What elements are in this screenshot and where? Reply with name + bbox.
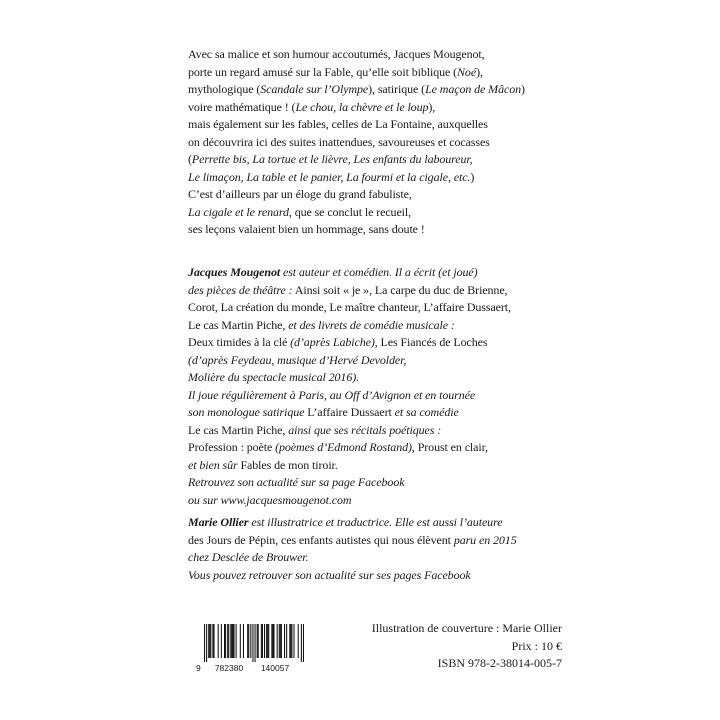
- barcode-bar: [261, 624, 262, 658]
- illustrator-text: Marie Ollier: [188, 515, 249, 529]
- credits-block: [372, 620, 562, 673]
- intro-text: Le chou, la chèvre et le loup: [295, 99, 429, 114]
- barcode-bar: [281, 624, 282, 658]
- barcode-bar: [271, 624, 272, 658]
- barcode-bar: [221, 624, 222, 658]
- intro-text: on découvrira ici des suites inattendues, savoureuses et cocasses: [188, 134, 490, 149]
- cover-illustration-credit: Illustration de couverture : Marie Ollier: [371, 621, 562, 635]
- author-line: [188, 299, 511, 317]
- intro-line: [188, 64, 525, 82]
- isbn: ISBN 978-2-38014-005-7: [437, 656, 562, 670]
- intro-line: [188, 169, 525, 187]
- author-text: (d’après Labiche): [290, 335, 375, 349]
- barcode-bars: [204, 624, 304, 662]
- intro-text: Scandale sur l’Olympe: [260, 82, 369, 96]
- barcode-bar: [301, 624, 302, 662]
- author-text: et des livrets de comédie musicale :: [288, 317, 455, 332]
- intro-line: [188, 134, 525, 152]
- author-text: est auteur et comédien. Il a écrit (et joué): [280, 265, 478, 279]
- author-text: Le cas Martin Piche,: [188, 422, 289, 437]
- barcode-bar: [280, 624, 281, 658]
- author-text: , Proust en clair,: [411, 440, 488, 454]
- barcode-bar: [208, 624, 209, 658]
- author-line: [188, 387, 511, 405]
- barcode-bar: [243, 624, 244, 658]
- barcode-bar: [236, 624, 237, 658]
- author-text: L’affaire Dussaert: [307, 405, 392, 419]
- barcode-bar: [284, 624, 285, 658]
- barcode-bar: [286, 624, 287, 658]
- author-text: et bien sûr: [188, 457, 241, 472]
- author-line: [188, 352, 511, 370]
- intro-text: Perrette bis, La tortue et le lièvre, Les enfants du laboureur,: [191, 152, 473, 166]
- barcode-bar: [233, 624, 234, 658]
- barcode-digits: [196, 663, 306, 673]
- intro-line: [188, 186, 525, 204]
- barcode-bar: [298, 624, 299, 658]
- illustrator-text: paru en 2015: [453, 532, 517, 547]
- intro-text: Le limaçon, La table et le panier, La fourmi et la cigale, etc.: [188, 169, 471, 184]
- intro-text: , que se conclut le recueil,: [288, 204, 412, 219]
- barcode-bar: [225, 624, 226, 658]
- barcode-bar: [264, 624, 265, 658]
- barcode-bar: [230, 624, 231, 658]
- illustrator-text: Vous pouvez retrouver son actualité sur ses pages Facebook: [188, 567, 471, 582]
- barcode-bar: [213, 624, 214, 658]
- barcode-bar: [232, 624, 233, 658]
- barcode-bar: [218, 624, 219, 658]
- intro-text: voire mathématique ! (: [188, 99, 296, 114]
- illustrator-line: [188, 532, 517, 550]
- intro-text: ),: [428, 99, 436, 114]
- author-text: Molière du spectacle musical 2016).: [188, 370, 360, 384]
- intro-line: [188, 99, 525, 117]
- barcode-bar: [267, 624, 268, 658]
- illustrator-text: des Jours de Pépin, ces enfants autistes qui nous élèvent: [188, 532, 454, 547]
- intro-text: C’est d’ailleurs par un éloge du grand fabuliste,: [188, 187, 412, 201]
- barcode-digit-first: 9: [196, 663, 201, 673]
- barcode-bar: [273, 624, 274, 658]
- illustrator-line: [188, 514, 517, 532]
- author-line: [188, 439, 511, 457]
- intro-line: [188, 151, 525, 169]
- barcode-bar: [210, 624, 211, 658]
- barcode-bar: [289, 624, 290, 658]
- author-text: Fables de mon tiroir.: [240, 457, 338, 472]
- author-line: [188, 282, 511, 300]
- author-text: Corot, La création du monde, Le maître chanteur, L’affaire Dussaert,: [188, 300, 511, 314]
- intro-text: mais également sur les fables, celles de La Fontaine, auxquelles: [188, 117, 488, 131]
- price: Prix : 10 €: [511, 638, 562, 653]
- author-text: Ainsi soit « je », La carpe du duc de Brienne,: [292, 282, 508, 297]
- author-line: [188, 317, 511, 335]
- barcode-bar: [248, 624, 249, 658]
- barcode-bar: [272, 624, 273, 658]
- barcode-bar: [258, 624, 259, 658]
- barcode-bar: [206, 624, 207, 662]
- barcode-bar: [266, 624, 267, 658]
- intro-line: [188, 116, 525, 134]
- author-line: [188, 422, 511, 440]
- illustrator-bio: [188, 514, 517, 584]
- author-text: (poèmes d’Edmond Rostand): [275, 440, 412, 454]
- author-text: son monologue satirique: [188, 405, 308, 419]
- author-line: [188, 334, 511, 352]
- author-text: ou sur www.jacquesmougenot.com: [188, 492, 352, 507]
- isbn-barcode: [196, 624, 306, 674]
- illustrator-text: est illustratrice et traductrice. Elle est aussi l’auteure: [248, 515, 503, 529]
- author-text: , Les Fiancés de Loches: [374, 335, 488, 349]
- intro-paragraph: [188, 46, 525, 239]
- barcode-bar: [291, 624, 292, 658]
- barcode-digits-left: 782380: [214, 663, 244, 673]
- barcode-bar: [209, 624, 210, 658]
- barcode-bar: [204, 624, 205, 662]
- barcode-bar: [224, 624, 225, 658]
- barcode-bar: [257, 624, 258, 658]
- illustrator-line: [188, 549, 517, 567]
- author-text: ainsi que ses récitals poétiques :: [288, 422, 442, 437]
- author-text: Jacques Mougenot: [188, 265, 281, 279]
- barcode-bar: [240, 624, 241, 658]
- illustrator-line: [188, 567, 517, 585]
- author-bio: [188, 264, 511, 509]
- author-line: [188, 369, 511, 387]
- intro-text: porte un regard amusé sur la Fable, qu’elle soit biblique (: [188, 64, 458, 79]
- author-text: Profession : poète: [188, 440, 276, 454]
- barcode-bar: [231, 624, 232, 658]
- author-text: (d’après Feydeau, musique d’Hervé Devolder,: [188, 352, 407, 367]
- intro-text: (: [188, 152, 192, 166]
- intro-text: La cigale et le renard: [188, 204, 289, 219]
- author-line: [188, 404, 511, 422]
- author-line: [188, 492, 511, 510]
- intro-line: [188, 204, 525, 222]
- barcode-bar: [228, 624, 229, 658]
- barcode-bar: [279, 624, 280, 658]
- intro-text: ): [521, 82, 525, 96]
- author-text: des pièces de théâtre :: [188, 282, 293, 297]
- intro-line: [188, 221, 525, 239]
- intro-line: [188, 81, 525, 99]
- barcode-bar: [252, 624, 253, 662]
- barcode-bar: [293, 624, 294, 658]
- intro-text: ): [470, 169, 475, 184]
- barcode-bar: [250, 624, 251, 658]
- intro-text: Avec sa malice et son humour accoutumés, Jacques Mougenot,: [188, 47, 485, 61]
- author-text: Il joue régulièrement à Paris, au Off d’Avignon et en tournée: [188, 387, 476, 402]
- intro-text: ), satirique (: [368, 82, 426, 96]
- barcode-bar: [212, 624, 213, 658]
- intro-text: ),: [476, 64, 483, 79]
- barcode-bar: [303, 624, 304, 662]
- barcode-bar: [262, 624, 263, 658]
- barcode-bar: [255, 624, 256, 662]
- barcode-bar: [268, 624, 269, 658]
- intro-text: Le maçon de Mâcon: [425, 82, 522, 96]
- author-text: Retrouvez son actualité sur sa page Facebook: [188, 475, 405, 489]
- barcode-bar: [227, 624, 228, 658]
- illustrator-text: chez Desclée de Brouwer.: [188, 550, 309, 564]
- intro-text: mythologique (: [188, 82, 261, 96]
- barcode-bar: [290, 624, 291, 658]
- intro-text: ses leçons valaient bien un hommage, sans doute !: [188, 222, 425, 236]
- barcode-bar: [277, 624, 278, 658]
- intro-line: [188, 46, 525, 64]
- intro-text: Noé: [457, 64, 477, 79]
- author-text: Le cas Martin Piche,: [188, 317, 289, 332]
- barcode-digits-right: 140057: [260, 663, 290, 673]
- barcode-bar: [247, 624, 248, 658]
- author-line: [188, 474, 511, 492]
- author-text: et sa comédie: [391, 405, 459, 419]
- author-line: [188, 264, 511, 282]
- author-text: Deux timides à la clé: [188, 335, 291, 349]
- author-line: [188, 457, 511, 475]
